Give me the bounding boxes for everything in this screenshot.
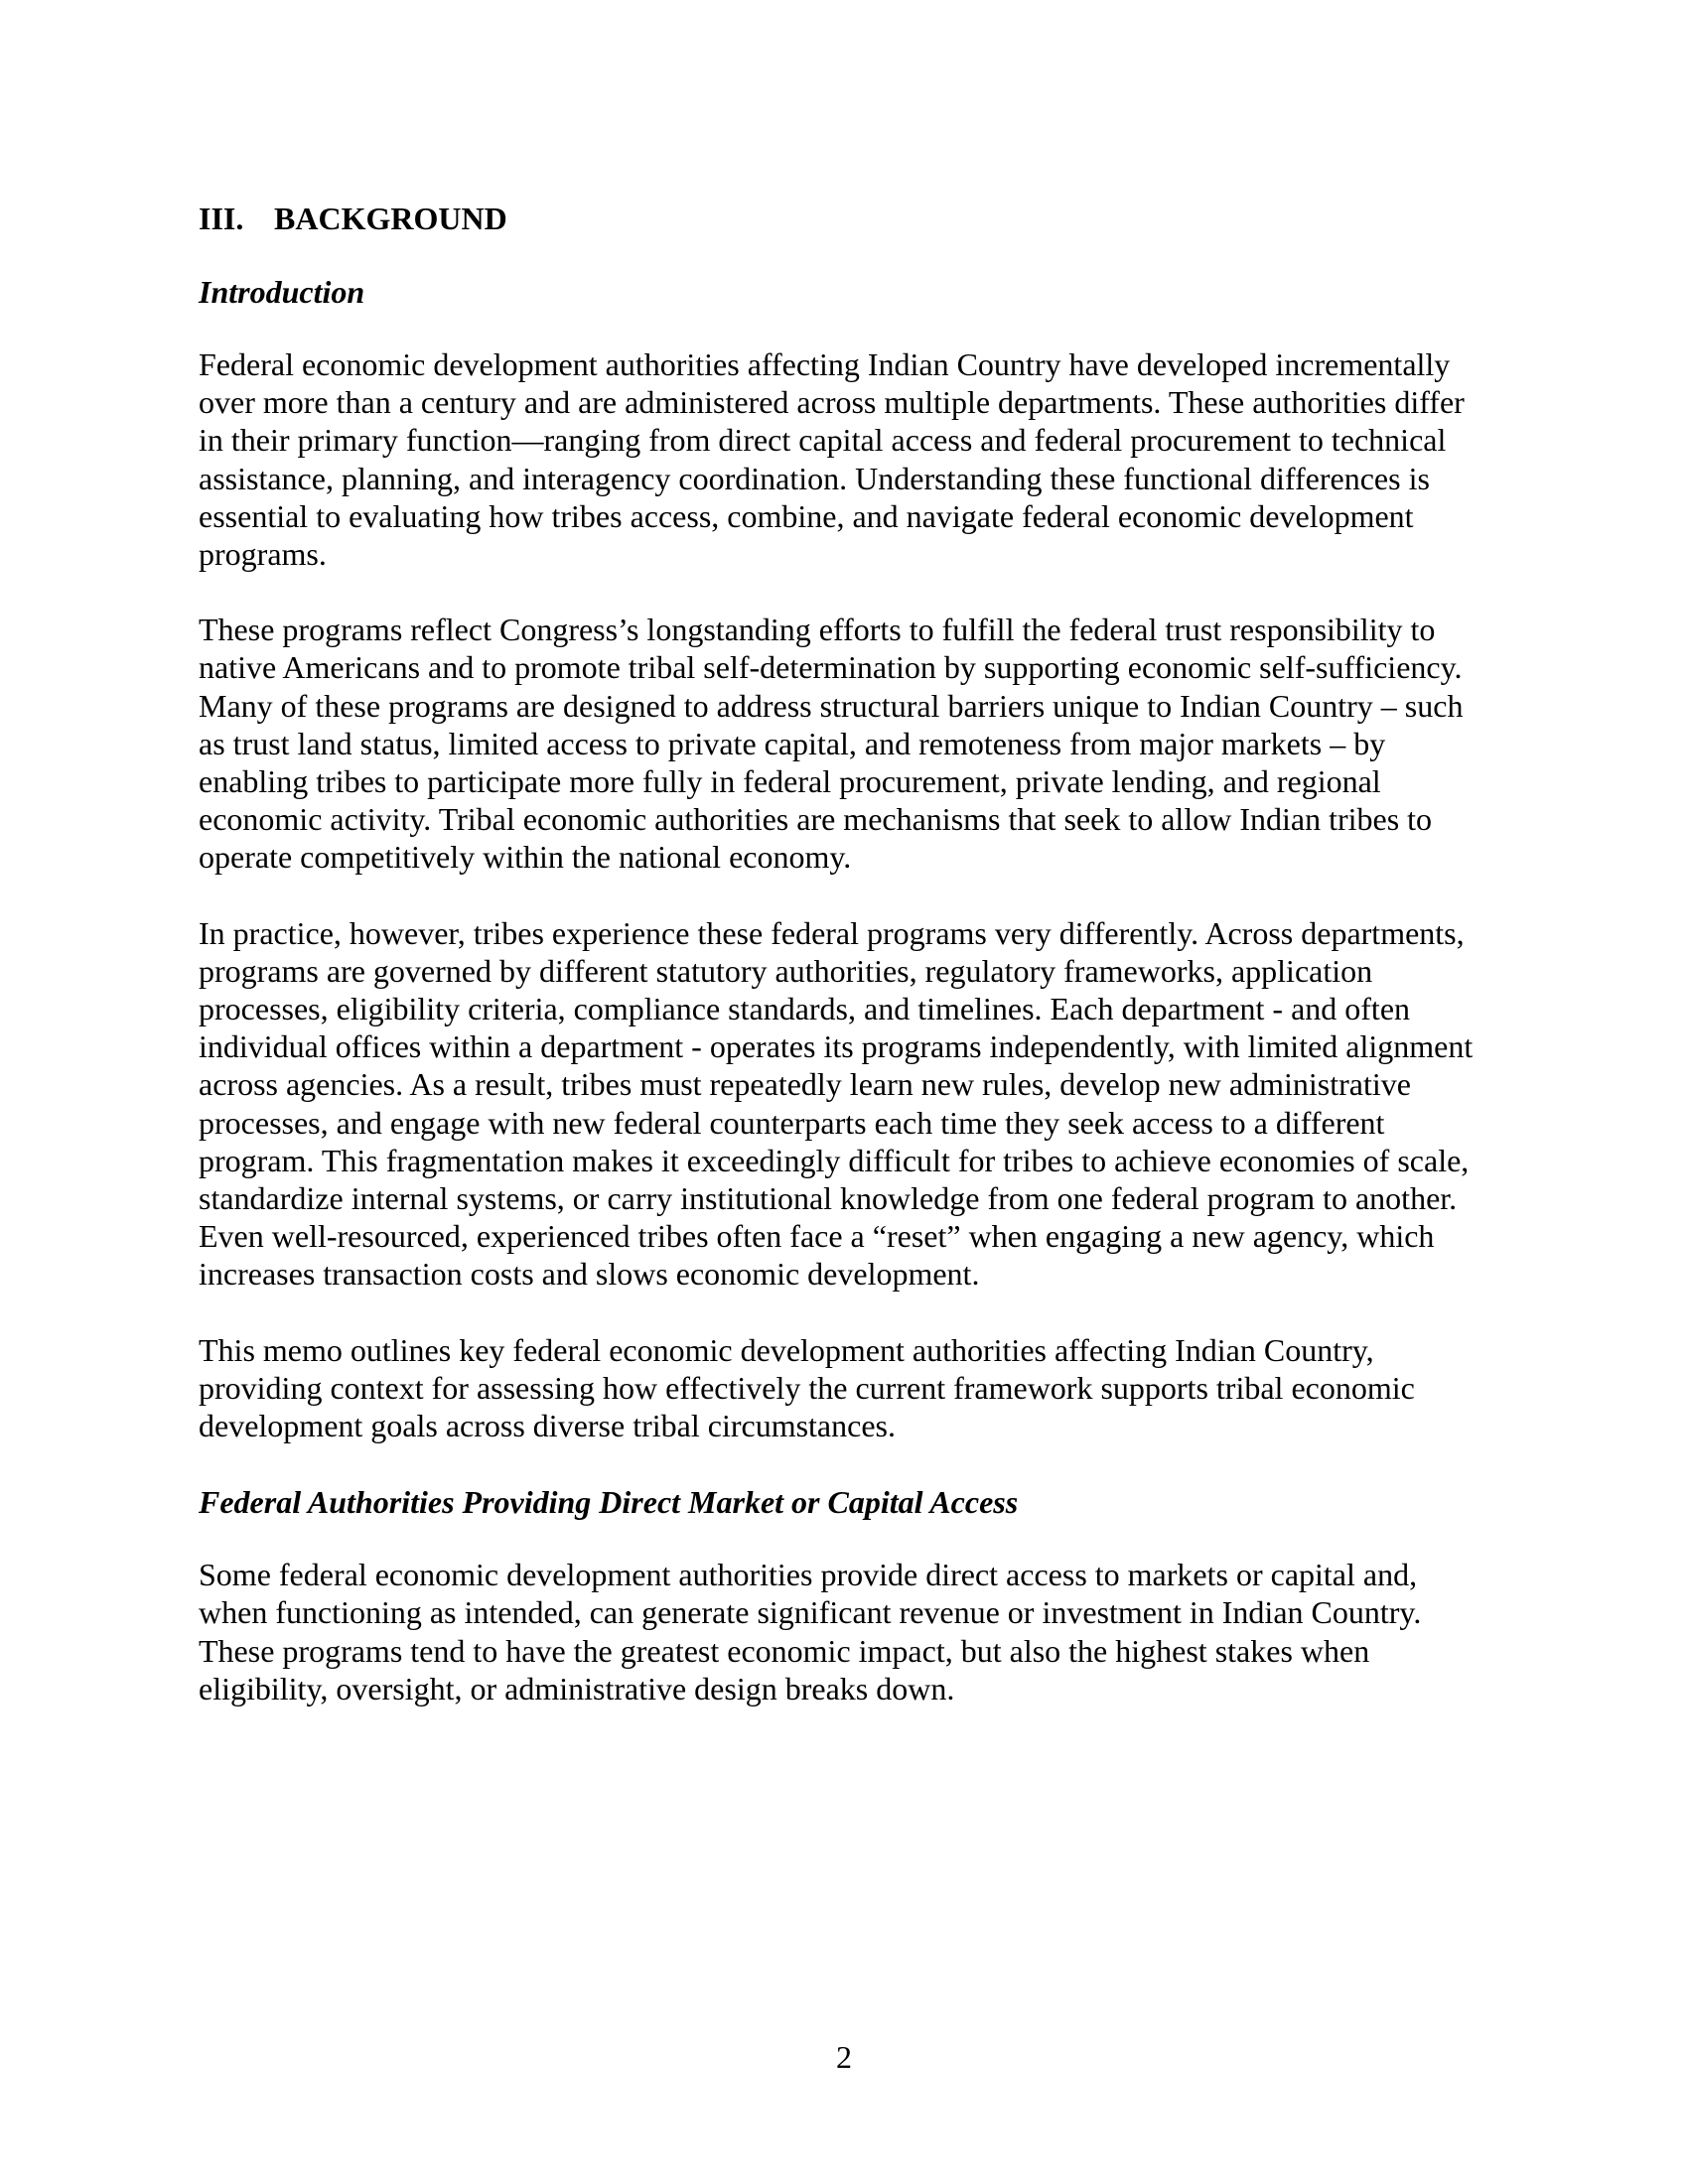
paragraph: This memo outlines key federal economic development authorities affecting Indian Country, providing context for assessing how effectively the current framework supports tribal economic development goals across diverse tribal circumstances.	[199, 1331, 1415, 1444]
subheading-direct-access: Federal Authorities Providing Direct Market or Capital Access	[199, 1484, 1019, 1521]
paragraph: Some federal economic development authorities provide direct access to markets or capital and, when functioning as intended, can generate significant revenue or investment in Indian Country. These programs tend to have the greatest economic impact, but also the highest stakes when eligibility, oversight, or administrative design breaks down.	[199, 1557, 1422, 1706]
section-heading	[199, 199, 1489, 238]
section-title: BACKGROUND	[274, 201, 507, 236]
section-number: III.	[199, 201, 244, 236]
page-number: 2	[836, 2039, 852, 2075]
paragraph: Federal economic development authorities affecting Indian Country have developed incrementally over more than a century and are administered across multiple departments. These authorities differ in their primary function—ranging from direct capital access and federal procurement to technical assistance, planning, and interagency coordination. Understanding these functional differences is essential to evaluating how tribes access, combine, and navigate federal economic development programs.	[199, 346, 1465, 573]
document-page	[199, 199, 1489, 1745]
subheading-introduction: Introduction	[199, 274, 365, 310]
paragraph: In practice, however, tribes experience these federal programs very differently. Across departments, programs are governed by different statutory authorities, regulatory frameworks, application processes, eligibility criteria, compliance standards, and timelines. Each department - and often individual offices within a department - operates its programs independently, with limited alignment across agencies. As a result, tribes must repeatedly learn new rules, develop new administrative processes, and engage with new federal counterparts each time they seek access to a different program. This fragmentation makes it exceedingly difficult for tribes to achieve economies of scale, standardize internal systems, or carry institutional knowledge from one federal program to another. Even well-resourced, experienced tribes often face a “reset” when engaging a new agency, which increases transaction costs and slows economic development.	[199, 914, 1474, 1293]
paragraph: These programs reflect Congress’s longstanding efforts to fulfill the federal trust responsibility to native Americans and to promote tribal self-determination by supporting economic self-sufficiency. Many of these programs are designed to address structural barriers unique to Indian Country – such as trust land status, limited access to private capital, and remoteness from major markets – by enabling tribes to participate more fully in federal procurement, private lending, and regional economic activity. Tribal economic authorities are mechanisms that seek to allow Indian tribes to operate competitively within the national economy.	[199, 612, 1464, 876]
